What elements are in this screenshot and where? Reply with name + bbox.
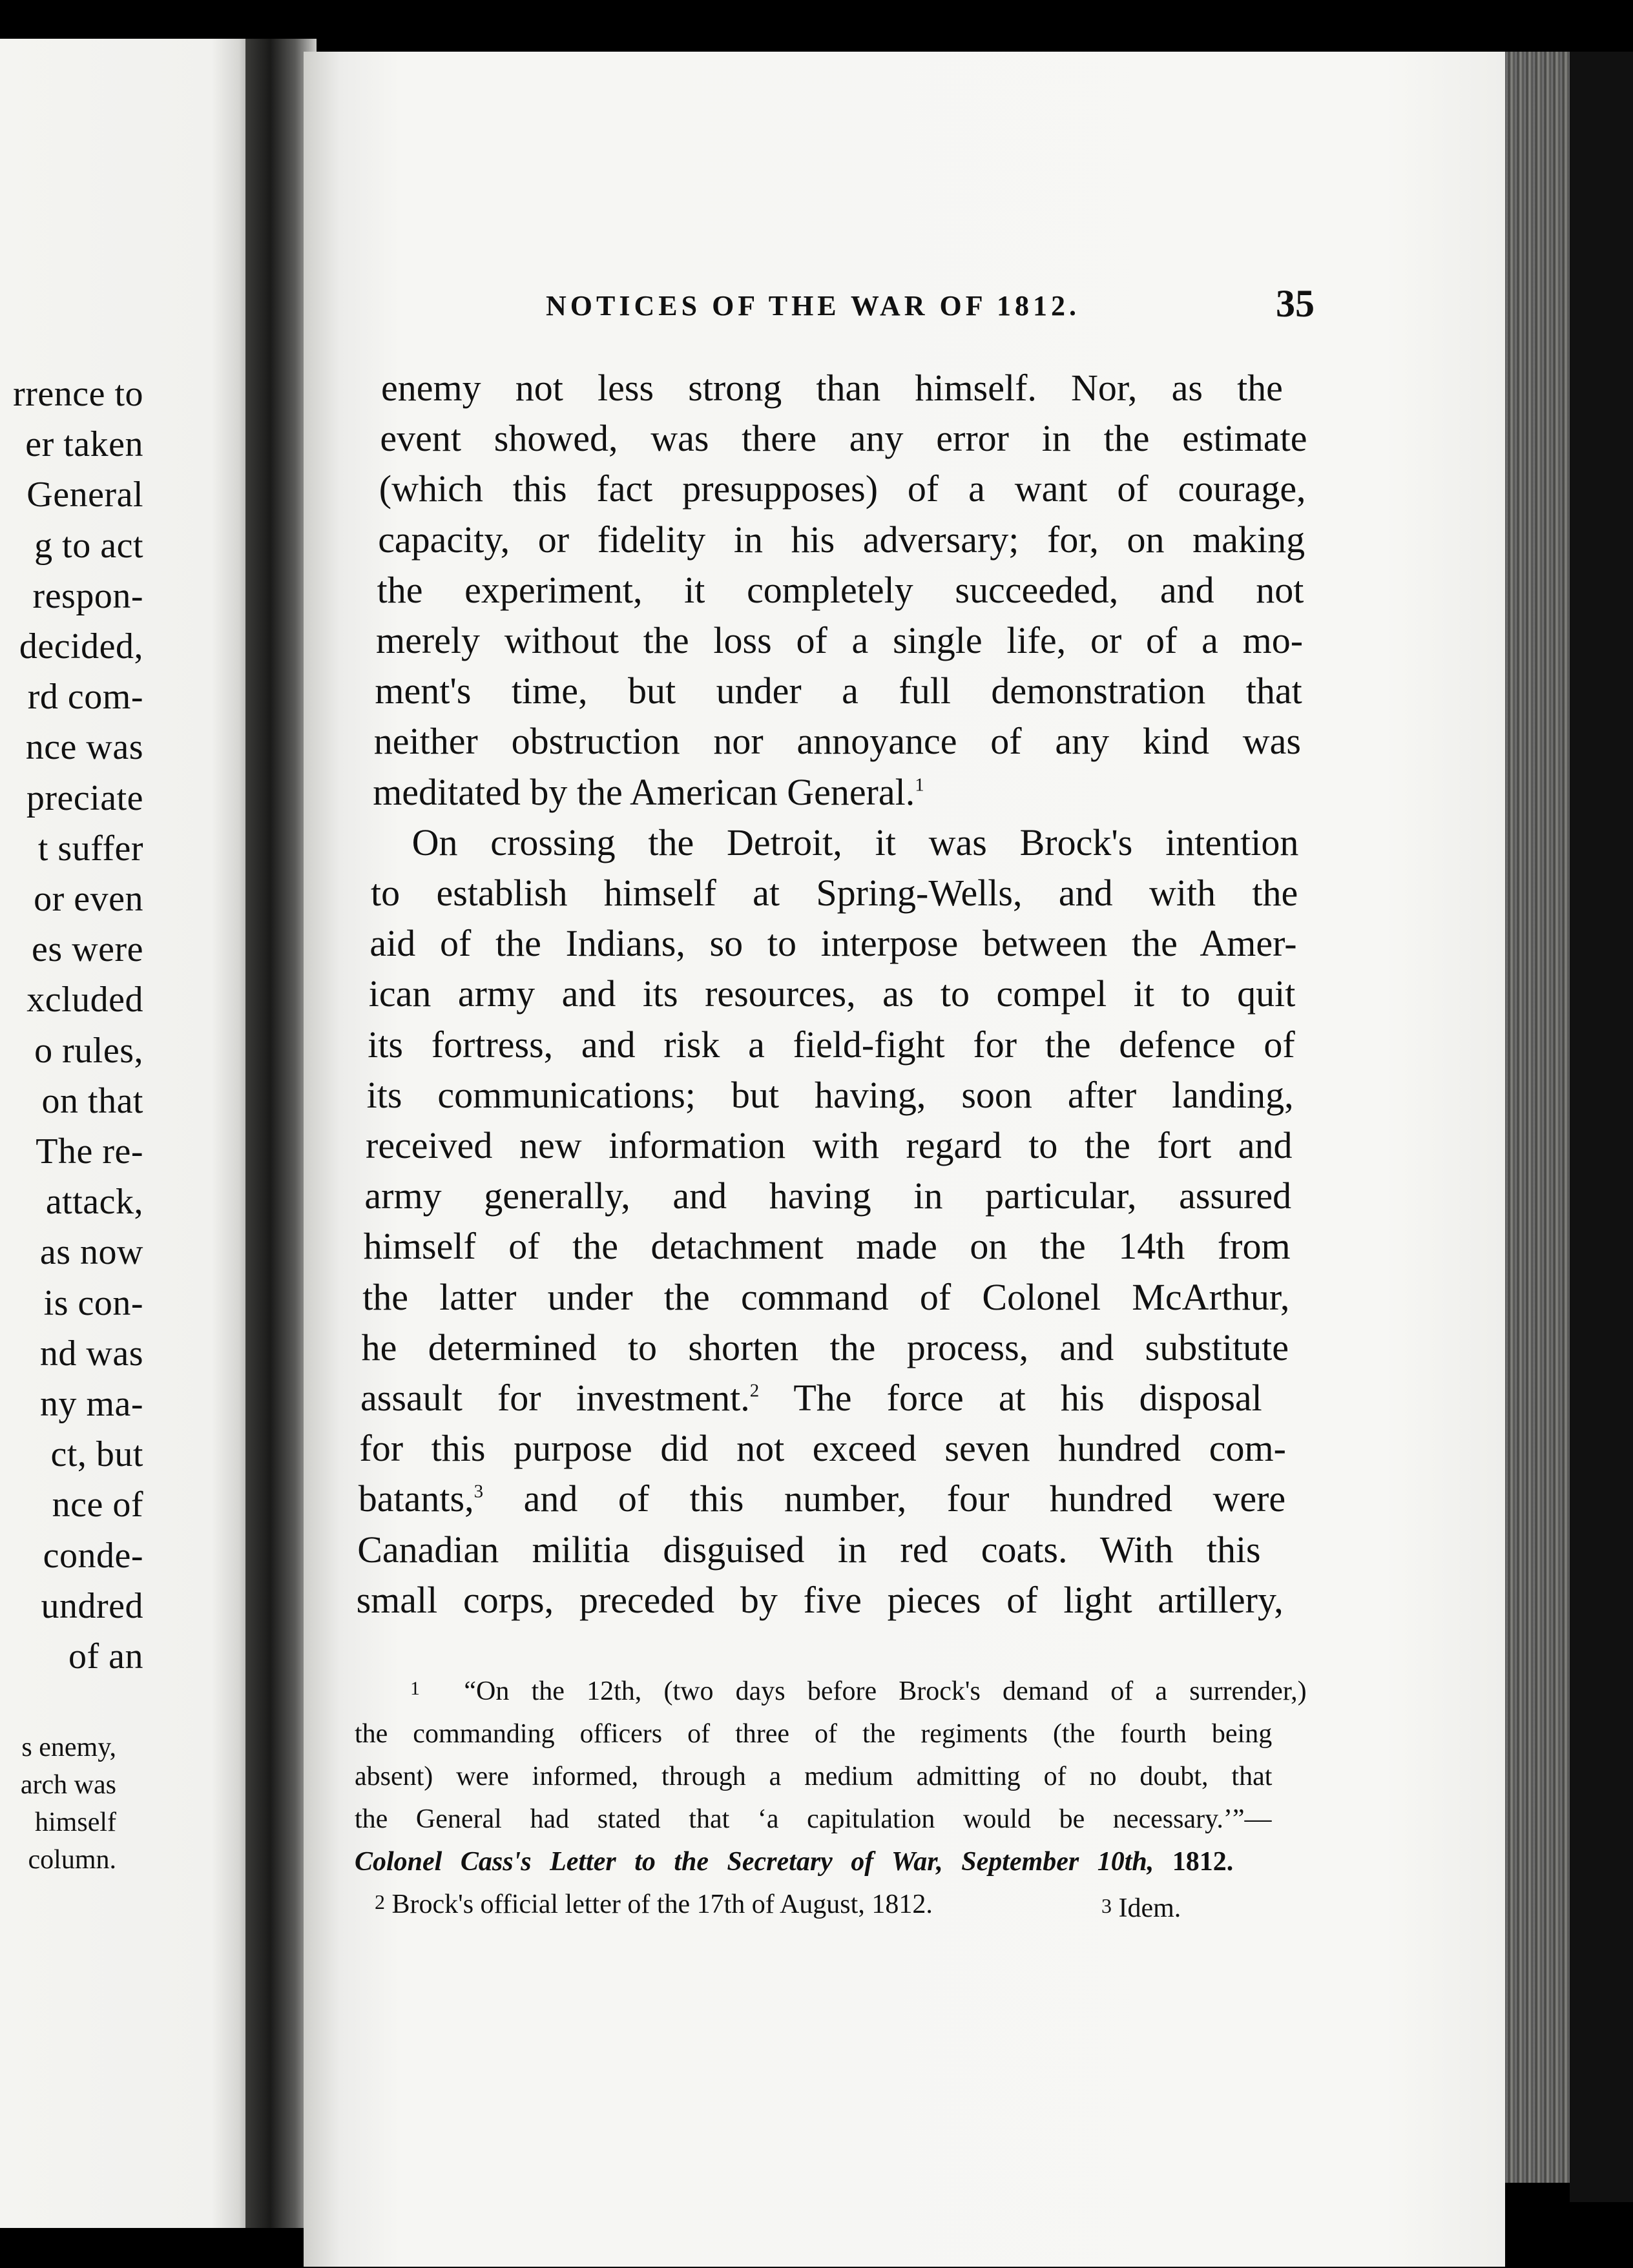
body-line-text: merely without the loss of a single life, or of a mo- xyxy=(376,619,1304,661)
running-title: NOTICES OF THE WAR OF 1812. xyxy=(546,290,1081,322)
previous-page-line: of an xyxy=(68,1636,143,1676)
previous-page-line: nd was xyxy=(39,1333,143,1374)
previous-page-line: nce of xyxy=(52,1485,143,1525)
citation-year: 1812. xyxy=(1154,1847,1234,1877)
previous-page-footnote-line: arch was xyxy=(20,1770,116,1800)
previous-page-line: is con- xyxy=(43,1283,143,1323)
body-line-text: neither obstruction nor annoyance of any kind was xyxy=(373,720,1301,763)
footnote-1-text: “On the 12th, (two days before Brock's demand of a surrender,) xyxy=(464,1676,1307,1706)
body-line-text: for this purpose did not exceed seven hundred com- xyxy=(359,1427,1286,1470)
previous-page-line: General xyxy=(26,475,143,515)
body-line xyxy=(369,922,1297,965)
previous-page-line: respon- xyxy=(32,575,143,616)
body-line-text: small corps, preceded by five pieces of light artillery, xyxy=(356,1578,1284,1621)
scan-border xyxy=(1570,52,1633,2202)
body-line xyxy=(375,672,1302,710)
previous-page-line: o rules, xyxy=(34,1030,143,1071)
body-line-text: its communications; but having, soon after landing, xyxy=(366,1073,1294,1116)
previous-page-line: xcluded xyxy=(26,980,143,1020)
body-line xyxy=(381,369,1283,407)
footnote-ref-2: 2 xyxy=(749,1380,760,1401)
body-line xyxy=(366,1073,1294,1116)
previous-page-line: ny ma- xyxy=(39,1384,143,1424)
body-line xyxy=(366,1124,1293,1166)
body-line xyxy=(376,619,1304,661)
previous-page-line: er taken xyxy=(25,424,143,465)
body-line-text: (which this fact presupposes) of a want of courage, xyxy=(379,468,1306,510)
previous-page-line: es were xyxy=(32,929,143,970)
footnote-3-marker: 3 xyxy=(1101,1894,1112,1917)
body-line xyxy=(379,470,1306,508)
footnote-ref-3: 3 xyxy=(473,1481,484,1502)
body-line-text: ican army and its resources, as to compel it to quit xyxy=(368,973,1296,1015)
previous-page-line: rd com- xyxy=(27,677,143,717)
body-line-text: enemy not less strong than himself. Nor, as the xyxy=(381,367,1283,409)
footnote-1-line xyxy=(410,1678,1307,1705)
previous-page-line: preciate xyxy=(26,778,143,818)
body-line xyxy=(378,518,1305,561)
previous-page-line: The re- xyxy=(36,1131,143,1171)
previous-page-line: conde- xyxy=(43,1535,143,1576)
body-line-text: event showed, was there any error in the estimate xyxy=(380,417,1307,460)
body-line xyxy=(356,1578,1284,1621)
body-line xyxy=(363,1225,1291,1268)
previous-page-line: or even xyxy=(34,879,143,919)
footnote-ref-1: 1 xyxy=(915,774,924,795)
previous-page-line: ct, but xyxy=(50,1434,143,1475)
body-line-text: and of this number, four hundred were xyxy=(483,1478,1286,1520)
body-line xyxy=(373,720,1301,763)
body-line-text: he determined to shorten the process, and substitute xyxy=(361,1326,1289,1368)
body-line xyxy=(357,1528,1261,1571)
body-line xyxy=(368,1023,1295,1066)
previous-page-line: g to act xyxy=(34,525,143,566)
page-number: 35 xyxy=(1276,282,1315,325)
body-line-text: himself of the detachment made on the 14th from xyxy=(363,1225,1291,1268)
footnote-1-citation xyxy=(355,1848,1233,1875)
body-line-text: capacity, or fidelity in his adversary; for, on making xyxy=(378,518,1305,561)
previous-page-line: nce was xyxy=(25,727,143,768)
footnote-1-line: the commanding officers of three of the regiments (the fourth being xyxy=(355,1719,1273,1749)
body-line xyxy=(377,568,1304,611)
body-line xyxy=(411,821,1299,863)
body-line-text: ment's time, but under a full demonstration that xyxy=(375,670,1302,712)
footnote-1-line: absent) were informed, through a medium admitting of no doubt, that xyxy=(355,1762,1273,1791)
body-line-text: Canadian militia disguised in red coats. With this xyxy=(357,1528,1261,1571)
body-line-text: army generally, and having in particular, assured xyxy=(364,1175,1292,1217)
previous-page-line: rrence to xyxy=(13,374,143,414)
footnote-2 xyxy=(375,1891,933,1918)
footnote-3 xyxy=(1101,1895,1181,1922)
body-line-text: the experiment, it completely succeeded, and not xyxy=(377,568,1304,611)
previous-page-line: as now xyxy=(39,1232,143,1273)
body-line xyxy=(371,874,1298,912)
body-line-text: meditated by the American General. xyxy=(373,770,915,813)
previous-page-footnote-line: himself xyxy=(35,1808,116,1837)
body-line-text: aid of the Indians, so to interpose between the Amer- xyxy=(369,922,1297,965)
body-line xyxy=(380,417,1307,460)
body-line xyxy=(360,1379,1262,1417)
body-line xyxy=(373,770,1083,813)
body-line-text: the latter under the command of Colonel McArthur, xyxy=(362,1275,1290,1318)
previous-page-line: on that xyxy=(41,1080,143,1121)
body-line-text: batants, xyxy=(358,1478,474,1520)
previous-page-footnote-line: column. xyxy=(28,1845,116,1875)
body-line xyxy=(359,1427,1286,1470)
body-line xyxy=(362,1275,1290,1318)
previous-page-line: decided, xyxy=(19,626,143,666)
body-line xyxy=(369,975,1296,1013)
previous-page-line: attack, xyxy=(45,1182,143,1222)
body-line xyxy=(359,1480,1285,1518)
body-line-text: The force at his disposal xyxy=(759,1377,1262,1419)
previous-page-line: t suffer xyxy=(37,828,143,869)
citation-italic: Colonel Cass's Letter to the Secretary of War, September 10th, xyxy=(355,1847,1154,1877)
footnote-2-marker: 2 xyxy=(375,1890,385,1913)
footnote-1-line: the General had stated that ‘a capitulation would be necessary.’”— xyxy=(355,1804,1272,1834)
body-line xyxy=(364,1177,1291,1215)
body-line-text: to establish himself at Spring-Wells, and with the xyxy=(371,872,1298,914)
body-line-text: On crossing the Detroit, it was Brock's intention xyxy=(411,821,1299,863)
footnote-2-text: Brock's official letter of the 17th of August, 1812. xyxy=(391,1890,933,1919)
body-line-text: assault for investment. xyxy=(360,1377,750,1419)
previous-page-footnote-line: s enemy, xyxy=(21,1733,116,1762)
previous-page-line: undred xyxy=(41,1585,143,1626)
footnote-3-text: Idem. xyxy=(1118,1893,1181,1923)
body-line-text: received new information with regard to the fort and xyxy=(366,1124,1293,1166)
footnote-1-marker: 1 xyxy=(410,1678,420,1699)
body-line-text: its fortress, and risk a field-fight for the defence of xyxy=(368,1023,1295,1066)
body-line xyxy=(361,1326,1289,1368)
